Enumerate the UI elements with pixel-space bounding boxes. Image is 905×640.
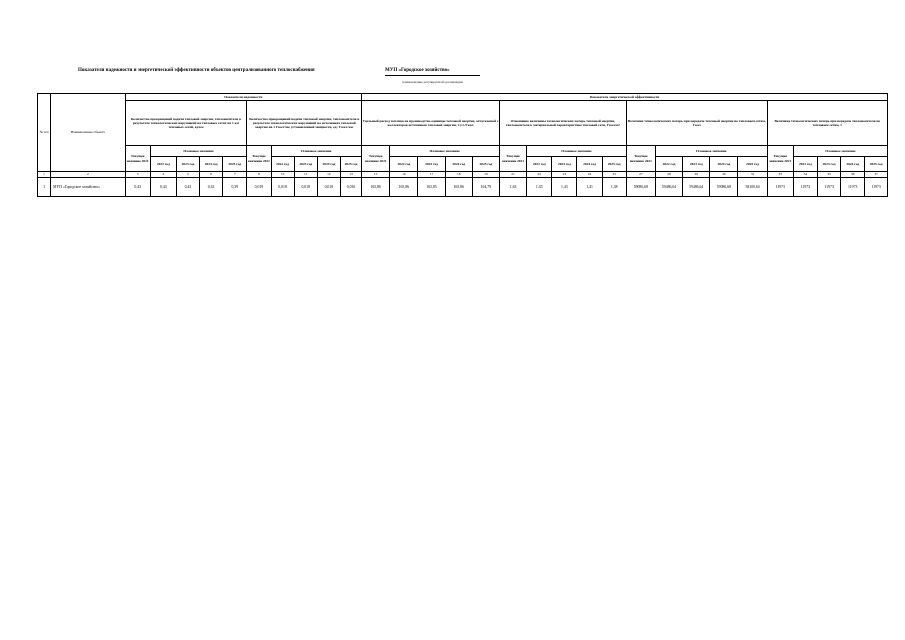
year-header: 2024 год [710,157,738,172]
current-value-header: Текущее значение 2021 [362,146,390,172]
indicators-table [37,93,888,197]
organization-name: МУП «Городское хозяйство» [385,68,480,76]
column-number-cell: 29 [683,172,710,178]
column-number-cell: 36 [841,172,865,178]
organization-caption: наименование регулируемой организации [402,80,463,84]
value-cell: 0,019 [247,178,271,197]
column-number-cell: 22 [527,172,552,178]
column-number-cell: 8 [247,172,271,178]
planned-value-header: Плановое значение [527,146,627,157]
column-number-cell: 5 [176,172,199,178]
column-number-cell: 35 [818,172,841,178]
planned-value-header: Плановое значение [150,146,247,157]
column-number-cell: 10 [271,172,294,178]
year-header: 2023 год [418,157,445,172]
value-cell: 59086,68 [626,178,655,197]
value-cell: 11973 [818,178,841,197]
value-cell: 0,018 [317,178,340,197]
year-header: 2022 год [527,157,552,172]
year-header: 2024 год [445,157,472,172]
column-number-cell: 25 [602,172,626,178]
year-header: 2024 год [841,157,865,172]
current-value-header: Текущее значение 2021 [499,146,526,172]
col-number-header: № п/п [38,94,51,172]
value-cell: 165,86 [390,178,418,197]
column-number-cell: 18 [445,172,472,178]
planned-value-header: Плановое значение [655,146,767,157]
column-number-cell: 12 [317,172,340,178]
column-number-cell: 15 [362,172,390,178]
value-cell: 59486,64 [683,178,710,197]
value-cell: 0,018 [294,178,317,197]
indicator-header: Количество прекращений подачи тепловой энергии, теплоносителя в результате технологических нарушений на источниках тепловой энергии на 1 Гкал/час установленной мощности, ед./ Гкал/час [247,101,362,146]
current-value-header: Текущее значение 2021 [626,146,655,172]
value-cell: 11973 [865,178,888,197]
year-header: 2022 год [150,157,176,172]
column-number-cell: 28 [655,172,682,178]
value-cell: 165,85 [418,178,445,197]
column-number-cell: 24 [577,172,602,178]
year-header: 2025 год [223,157,247,172]
object-name-cell: МУП «Городское хозяйство» [51,178,126,197]
column-number-cell: 13 [340,172,361,178]
column-number-cell: 33 [767,172,793,178]
value-cell: 0,018 [271,178,294,197]
current-value-header: Текущее значение 2021 [767,146,793,172]
value-cell: 0,43 [200,178,223,197]
year-header: 2023 год [294,157,317,172]
year-header: 2023 год [683,157,710,172]
value-cell: 11973 [767,178,793,197]
value-cell: 59086,68 [710,178,738,197]
column-number-cell: 27 [626,172,655,178]
year-header: 2022 год [655,157,682,172]
value-cell: 1,41 [577,178,602,197]
value-cell: 59486,64 [655,178,682,197]
year-header: 2025 год [738,157,767,172]
value-cell: 11973 [841,178,865,197]
year-header: 2022 год [793,157,817,172]
year-header: 2025 год [865,157,888,172]
year-header: 2022 год [271,157,294,172]
indicator-header: Величина технологических потерь при передаче теплоносителя по тепловым сетям, т [767,101,887,146]
efficiency-group-header: Показатели энергетической эффективности [362,94,888,101]
indicator-header: Количество прекращений подачи тепловой энергии, теплоносителя в результате технологических нарушений на тепловых сетях на 1 км тепловых сетей, ед/км [125,101,247,146]
year-header: 2025 год [602,157,626,172]
planned-value-header: Плановое значение [390,146,500,157]
value-cell: 0,016 [340,178,361,197]
row-number-cell: 1 [38,178,51,197]
year-header: 2023 год [176,157,199,172]
planned-value-header: Плановое значение [271,146,362,157]
indicator-header: Удельный расход топлива на производство единицы тепловой энергии, отпускаемой с коллекторов источников тепловой энергии, т.у.т./Гкал [362,101,500,146]
column-number-cell: 31 [738,172,767,178]
reliability-group-header: Показатели надежности [125,94,362,101]
year-header: 2025 год [472,157,499,172]
value-cell: 0,43 [150,178,176,197]
page-title: Показатели надежности и энергетической эффективности объектов централизованного теплоснабжения [78,68,315,73]
table-row [38,178,888,197]
current-value-header: Текущее значение 2021 [247,146,271,172]
column-number-cell: 16 [390,172,418,178]
current-value-header: Текущее значение 2021 [125,146,150,172]
value-cell: 0,43 [125,178,150,197]
indicator-header: Отношение величины технологических потерь тепловой энергии, теплоносителя к материальной характеристике тепловой сети, Гкал/м2 [499,101,626,146]
value-cell: 164,79 [472,178,499,197]
column-number-cell: 7 [223,172,247,178]
value-cell: 11973 [793,178,817,197]
year-header: 2022 год [390,157,418,172]
column-number-cell: 11 [294,172,317,178]
column-number-cell: 2 [51,172,126,178]
column-number-cell: 6 [200,172,223,178]
value-cell: 1,45 [527,178,552,197]
year-header: 2023 год [552,157,577,172]
value-cell: 0,39 [223,178,247,197]
value-cell: 165,86 [445,178,472,197]
year-header: 2024 год [200,157,223,172]
column-number-cell: 1 [38,172,51,178]
column-number-cell: 17 [418,172,445,178]
column-number-cell: 23 [552,172,577,178]
value-cell: 1,43 [552,178,577,197]
planned-value-header: Плановое значение [793,146,887,157]
value-cell: 165,86 [362,178,390,197]
column-number-cell: 34 [793,172,817,178]
year-header: 2023 год [818,157,841,172]
year-header: 2024 год [577,157,602,172]
column-number-cell: 21 [499,172,526,178]
column-number-cell: 30 [710,172,738,178]
indicator-header: Величина технологических потерь при передаче тепловой энергии по тепловым сетям, Гкал [626,101,767,146]
column-number-cell: 19 [472,172,499,178]
column-number-cell: 3 [125,172,150,178]
column-number-cell: 4 [150,172,176,178]
year-header: 2024 год [317,157,340,172]
column-number-cell: 37 [865,172,888,178]
value-cell: 1,38 [602,178,626,197]
value-cell: 0,43 [176,178,199,197]
col-name-header: Наименование объекта [51,94,126,172]
value-cell: 58100,64 [738,178,767,197]
year-header: 2025 год [340,157,361,172]
value-cell: 1,63 [499,178,526,197]
